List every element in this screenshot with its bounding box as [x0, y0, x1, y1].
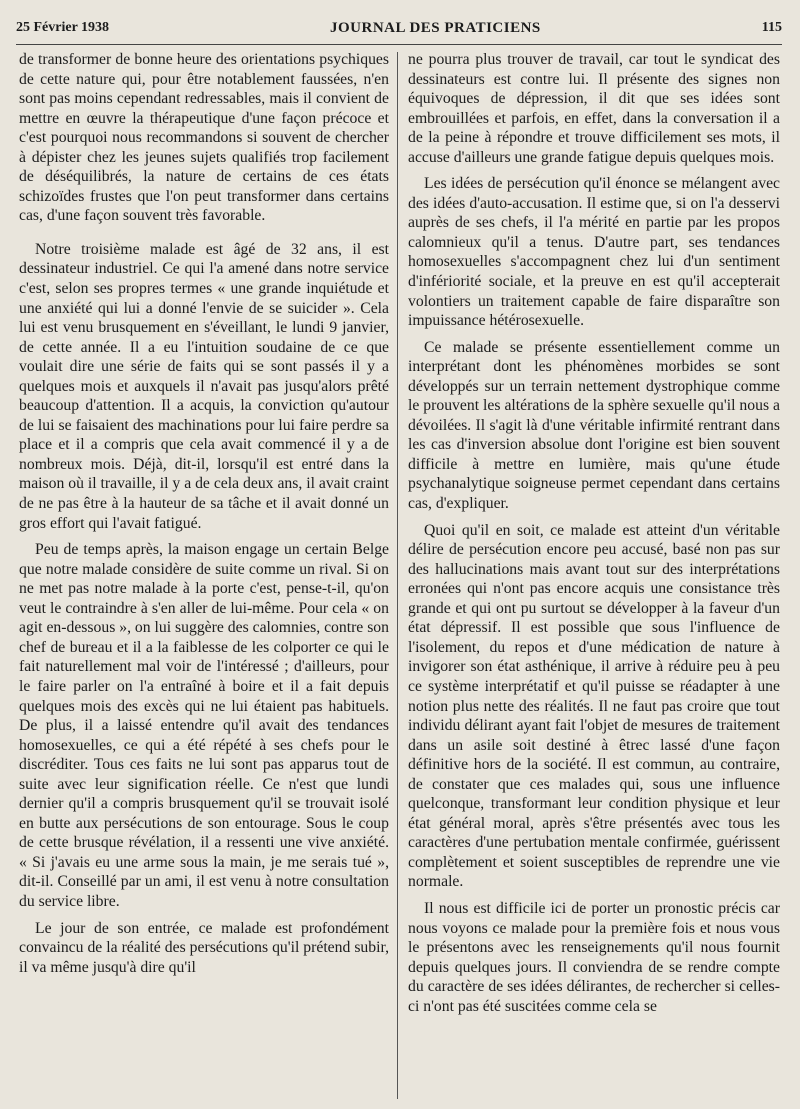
paragraph: de transformer de bonne heure des orientations psychiques de cette nature qui, pour être notablement faussées, n'en sont pas moins cependant redressables, mais il convient de mettre en œuvre la thérapeutique d'une façon précoce et c'est pourquoi nous recommandons si souvent de chercher à dépister chez les jeunes sujets qualifiés trop facilement de déséquilibrés, la nature de certains de ces états schizoïdes frustes que l'on peut transformer dans certains cas, d'une façon souvent très favorable. — [19, 51, 389, 225]
page-header — [16, 16, 782, 40]
journal-title: JOURNAL DES PRATICIENS — [330, 19, 541, 36]
issue-date: 25 Février 1938 — [16, 20, 110, 35]
column-divider — [397, 52, 398, 1099]
paragraph: Le jour de son entrée, ce malade est profondément convaincu de la réalité des persécutions qu'il prétend subir, il va même jusqu'à dire qu'il — [19, 919, 389, 976]
paragraph: ne pourra plus trouver de travail, car tout le syndicat des dessinateurs est contre lui. Il présente des signes non équivoques de dépression, il dit que ses idées sont embrouillées et parfois, en effet, dans la conversation il a de la peine à répondre et trouve difficilement ses mots, il accuse d'ailleurs une grande fatigue depuis quelques mois. — [408, 51, 780, 166]
paragraph: Les idées de persécution qu'il énonce se mélangent avec des idées d'auto-accusation. Il estime que, si on l'a desservi auprès de ses chefs, il l'a mérité en partie par les propos calomnieux qu'il a tenus. D'autre part, ses tendances homosexuelles s'accompagnent chez lui d'un sentiment d'infériorité sociale, et la preuve en est qu'il accepterait volontiers un traitement capable de faire disparaître son impuissance hétérosexuelle. — [408, 175, 780, 330]
page-number: 115 — [761, 20, 782, 35]
paragraph: Il nous est difficile ici de porter un pronostic précis car nous voyons ce malade pour la première fois et nous vous le présentons avec les renseignements qu'il nous fournit depuis quelques jours. Il conviendra de se rendre compte du caractère de ses idées délirantes, de rechercher si celles-ci n'ont pas été suscitées comme cela se — [408, 899, 780, 1015]
header-rule — [16, 44, 782, 45]
paragraph: Peu de temps après, la maison engage un certain Belge que notre malade considère de suite comme un rival. Si on ne met pas notre malade à la porte c'est, pense-t-il, qu'on veut le contraindre à s'en aller de lui-même. Pour cela « on agit en-dessous », on lui suggère des calomnies, contre son chef de bureau et il a la faiblesse de les colporter ce qui le fait naturellement mal voir de l'intéressé ; d'ailleurs, pour le faire parler on l'a entraîné à boire et il a fait depuis quelques mois des excès qui ne lui étaient pas habituels. De plus, il a laissé entendre qu'il avait des tendances homosexuelles, ce qui a été répété à ses chefs pour le discréditer. Tous ces faits ne lui sont pas apparus tout de suite avec leur signification réelle. Ce n'est que lundi dernier qu'il a compris brusquement qu'il se trouvait isolé en butte aux persécutions de son entourage. Sous le coup de cette brusque révélation, il a ressenti une vive anxiété. « Si j'avais eu une arme sous la main, je me serais tué », dit-il. Conseillé par un ami, il est venu à notre consultation du service libre. — [19, 541, 389, 910]
paragraph: Notre troisième malade est âgé de 32 ans, il est dessinateur industriel. Ce qui l'a amené dans notre service c'est, selon ses propres termes « une grande inquiétude et une anxiété qui lui a donné l'envie de se suicider ». Cela lui est venu brusquement en s'éveillant, le lundi 9 janvier, de cette année. Il a eu l'intuition soudaine de ce que voulait dire une série de faits qui se sont passés il y a quelques mois et auxquels il n'avait pas jusqu'alors prêté beaucoup d'attention. Il a acquis, la conviction qu'autour de lui se faisaient des machinations pour lui faire perdre sa place et il a compris que cela avait commencé il y a de nombreux mois. Déjà, dit-il, lorsqu'il est entré dans la maison où il travaille, il y a de cela deux ans, il avait craint de ne pas être à la hauteur de sa tâche et il avait donné un gros effort qui l'avait fatigué. — [19, 240, 389, 532]
left-column — [19, 50, 389, 984]
paragraph: Ce malade se présente essentiellement comme un interprétant dont les phénomènes morbides se sont développés sur un terrain nettement dystrophique comme le prouvent les altérations de la sphère sexuelle qu'il nous a dévoilées. Il s'agit là d'une véritable infirmité rentrant dans les cas d'inversion absolue dont l'origine est bien souvent difficile à mettre en lumière, mais qu'une étude psychanalytique soigneuse permet cependant dans certains cas, d'expliquer. — [408, 338, 780, 513]
paragraph: Quoi qu'il en soit, ce malade est atteint d'un véritable délire de persécution encore peu accusé, basé non pas sur des hallucinations mais avant tout sur des interprétations erronées qui n'ont pas encore acquis une consistance très grande et qui ont pu surtout se développer à la faveur d'un état dépressif. Il est possible que sous l'influence de l'isolement, du repos et d'une médication de nature à invigorer son état asthénique, il arrive à réduire peu à peu ce système interprétatif et qu'il puisse se réadapter à une notion plus nette des réalités. Il ne faut pas croire que tout individu délirant ayant fait l'objet de mesures de traitement dans un asile soit destiné à êtrec lassé d'une façon définitive hors de la société. Il est commun, au contraire, de constater que ces malades qui, sous une influence quelconque, transformant leur condition physique et leur état général moral, après s'être présentés avec tous les caractères d'une pertubation mentale confirmée, guérissent complètement et soient susceptibles de reprendre une vie normale. — [408, 521, 780, 891]
right-column — [408, 50, 780, 1023]
